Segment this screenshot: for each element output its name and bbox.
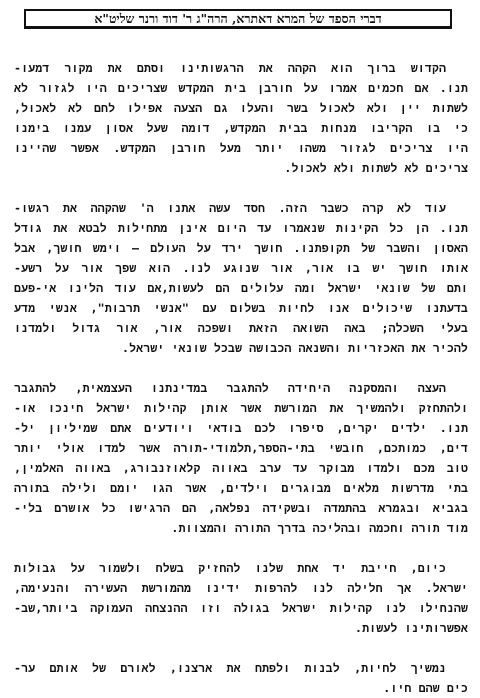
text-line: האסון והשבר של תקופתנו. חושך ירד על העולם – וימש חושך, אבל [14, 241, 468, 255]
text-line: הקדוש ברוך הוא הקהה את הרגשותינו וסתם את מקור דמעו- [14, 61, 446, 75]
text-line: כי בו הקריבו מנחות בבית המקדש, דומה שעל אסון עמנו ביִמנו [14, 121, 468, 135]
paragraph [14, 558, 468, 638]
text-line: מוד תורה וחכמה ובהליכה בדרך התורה והמצוות. [171, 521, 468, 535]
paragraph-gap [14, 178, 468, 198]
text-line: צריכים לא לשתות ולא לאכול. [284, 161, 468, 175]
paragraph-gap [14, 538, 468, 558]
text-line: טוב מכם ולמדו מבוקר עד ערב באווה קלאוזנבורג, באווה האלמין, [14, 461, 468, 475]
text-line: שהנחילו לנו קהילות ישראל בגולה וזו ההנצחה העמוקה ביותר,שב- [14, 601, 468, 615]
text-line: ישראל. אך חלילה לנו להרפות ידינו מהמורשת העשירה והנעימה, [14, 581, 468, 595]
text-line: בגביא ובגמרא בהתמדה ובשקידה נפלאה, הם הרגישו כל אושרם בלי- [14, 501, 468, 515]
text-line: לשתות יין ולא לאכול בשר והעלו גם הצעה אפילו לחם לא לאכול, [14, 101, 468, 115]
paragraph [14, 198, 468, 358]
text-line: כיום, חייבת יד אחת שלנו להחזיק בשלח ולשמור על גבולות [14, 561, 446, 575]
document-title: דברי הספד של המרא דאתרא, הרה"ג ר' דוד ורנר שליט"א [24, 9, 452, 29]
text-line: בעלי השכלה; באה השואה הזאת ושפכה אור, אור גדול ולמדנו [14, 321, 468, 335]
text-line: עוד לא קרה כשבר הזה. חסד עשה אתנו ה' שהקהה את רגשו- [14, 201, 446, 215]
text-line: בדעתנו שיכולים אנו לחיות בשלום עם "אנשי תרבות", אנשי מדע [14, 301, 468, 315]
text-line: דים, כמותכם, חובשי בתי-הספר,תלמודי-תורה אשר למדו אולי יותר [14, 441, 468, 455]
paragraph [14, 658, 468, 698]
text-line: תנו. הן כל הקינות שנאמרו עד היום אינן מתחילות לבטא את גודל [14, 221, 468, 235]
text-line: בתי מדרשות מלאים מבוגרים וילדים, אשר הגו יומם ולילה בתורה [14, 481, 468, 495]
text-line: ולהתחזק ולהמשיך את המורשת אשר אותן קהילות ישראל חינכו או- [14, 401, 468, 415]
text-line: אפשרותינו לעשות. [355, 621, 468, 635]
paragraph [14, 58, 468, 178]
text-line: להכיר את האכזריות והשנאה הכבושה שבכל שונאי ישראל. [122, 341, 468, 355]
paragraph-gap [14, 358, 468, 378]
text-line: אותו חושך יש בו אור, אור שנוגע לנו. הוא שפך אור על רשע- [14, 261, 468, 275]
text-line: העצה והמסקנה היחידה להתגבר במדינתנו העצמאית, להתגבר [14, 381, 446, 395]
paragraph-gap [14, 638, 468, 658]
document-body [14, 58, 468, 698]
text-line: היו צריכים לגזור משהו יותר מעל חורבן המקדש. אפשר שהיינו [14, 141, 468, 155]
paragraph [14, 378, 468, 538]
text-line: נמשיך לחיות, לבנות ולפתח את ארצנו, לאורם של אותם ער- [14, 661, 446, 675]
text-line: תנו. ילדים יקרים, סיפרו לכם בודאי ויודעים אתם שמיליון יל- [14, 421, 468, 435]
text-line: כים שהם חיו. [383, 681, 468, 695]
text-line: ותם של שונאי ישראל ומה עלולים הם לעשות,אם עוד הלינו אי-פעם [14, 281, 468, 295]
text-line: תנו. אם חכמים אמרו על חורבן בית המקדש שצריכים היו לגזור לא [14, 81, 468, 95]
